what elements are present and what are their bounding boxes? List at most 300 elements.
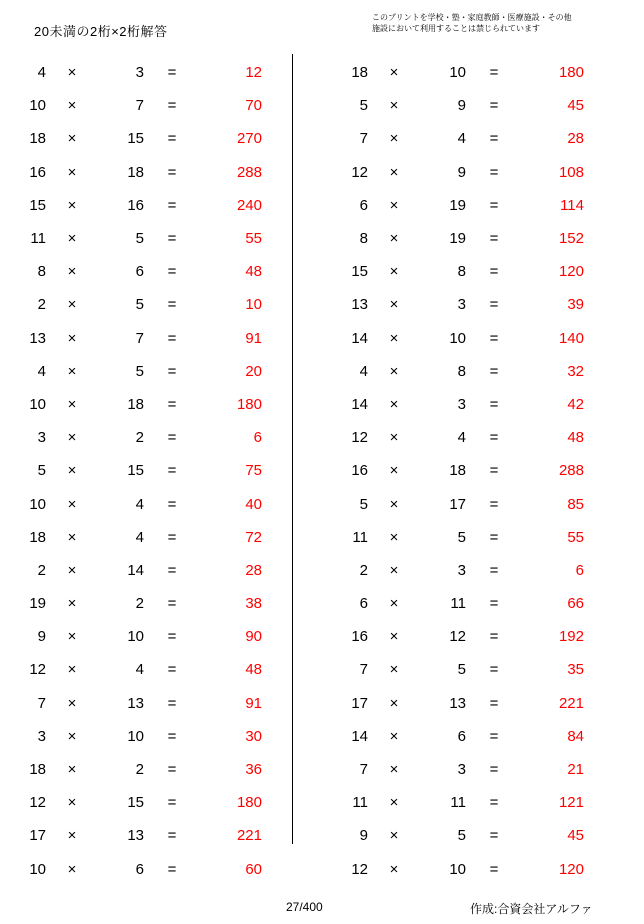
equals-icon: = (489, 263, 499, 281)
answer-value: 140 (558, 329, 584, 347)
operand-a: 18 (351, 64, 368, 82)
equals-icon: = (167, 495, 177, 513)
multiply-icon: × (67, 628, 77, 646)
answer-value: 84 (567, 727, 584, 745)
equals-icon: = (489, 462, 499, 480)
problem-row (322, 122, 614, 155)
equals-icon: = (489, 196, 499, 214)
problem-row (0, 388, 292, 421)
operand-a: 12 (351, 429, 368, 447)
equals-icon: = (167, 794, 177, 812)
problem-row (322, 388, 614, 421)
operand-a: 10 (29, 860, 46, 878)
problem-row (0, 587, 292, 620)
operand-b: 6 (457, 727, 466, 745)
operand-b: 3 (457, 296, 466, 314)
problem-row (322, 786, 614, 819)
operand-b: 4 (135, 661, 144, 679)
operand-a: 4 (37, 362, 46, 380)
operand-a: 17 (29, 827, 46, 845)
problem-row (322, 255, 614, 288)
equals-icon: = (167, 595, 177, 613)
answer-value: 120 (558, 860, 584, 878)
answer-value: 28 (567, 130, 584, 148)
operand-b: 13 (127, 694, 144, 712)
operand-b: 14 (127, 561, 144, 579)
operand-b: 3 (457, 761, 466, 779)
operand-b: 4 (135, 495, 144, 513)
answer-value: 55 (567, 528, 584, 546)
answer-value: 48 (567, 429, 584, 447)
operand-b: 3 (135, 64, 144, 82)
equals-icon: = (489, 64, 499, 82)
multiply-icon: × (67, 163, 77, 181)
operand-b: 2 (135, 429, 144, 447)
problem-row (322, 454, 614, 487)
equals-icon: = (489, 395, 499, 413)
problem-row (322, 653, 614, 686)
operand-b: 11 (450, 595, 466, 613)
multiply-icon: × (67, 230, 77, 248)
usage-notice (372, 13, 622, 35)
equals-icon: = (489, 694, 499, 712)
equals-icon: = (167, 329, 177, 347)
problem-row (322, 853, 614, 886)
operand-a: 10 (29, 395, 46, 413)
answer-value: 30 (245, 727, 262, 745)
multiply-icon: × (67, 595, 77, 613)
operand-a: 7 (359, 761, 368, 779)
multiply-icon: × (67, 661, 77, 679)
operand-a: 10 (29, 495, 46, 513)
operand-b: 10 (127, 727, 144, 745)
multiply-icon: × (389, 64, 399, 82)
problem-row (0, 554, 292, 587)
answer-value: 121 (558, 794, 584, 812)
operand-b: 4 (457, 429, 466, 447)
problem-row (322, 322, 614, 355)
answer-value: 28 (245, 561, 262, 579)
operand-b: 5 (457, 528, 466, 546)
usage-notice-line-2: 施設において利用することは禁じられています (372, 23, 540, 33)
equals-icon: = (489, 528, 499, 546)
operand-a: 17 (351, 694, 368, 712)
multiply-icon: × (67, 462, 77, 480)
multiply-icon: × (67, 263, 77, 281)
answer-value: 48 (245, 661, 262, 679)
equals-icon: = (489, 794, 499, 812)
operand-b: 18 (127, 395, 144, 413)
equals-icon: = (489, 761, 499, 779)
multiply-icon: × (389, 429, 399, 447)
equals-icon: = (167, 628, 177, 646)
operand-b: 6 (135, 860, 144, 878)
operand-a: 5 (359, 495, 368, 513)
problem-row (0, 222, 292, 255)
problem-column-left (0, 56, 292, 886)
equals-icon: = (167, 263, 177, 281)
answer-value: 20 (245, 362, 262, 380)
multiply-icon: × (389, 561, 399, 579)
problem-row (322, 288, 614, 321)
equals-icon: = (489, 595, 499, 613)
equals-icon: = (489, 561, 499, 579)
problem-row (0, 189, 292, 222)
equals-icon: = (167, 362, 177, 380)
problem-row (0, 487, 292, 520)
answer-value: 192 (558, 628, 584, 646)
operand-a: 7 (37, 694, 46, 712)
equals-icon: = (167, 429, 177, 447)
equals-icon: = (167, 528, 177, 546)
problem-row (0, 454, 292, 487)
equals-icon: = (489, 429, 499, 447)
answer-value: 240 (236, 196, 262, 214)
problem-row (322, 720, 614, 753)
operand-a: 16 (351, 628, 368, 646)
operand-a: 15 (351, 263, 368, 281)
operand-a: 15 (29, 196, 46, 214)
operand-b: 8 (457, 263, 466, 281)
answer-value: 12 (245, 64, 262, 82)
operand-a: 11 (352, 528, 368, 546)
equals-icon: = (167, 860, 177, 878)
answer-value: 60 (245, 860, 262, 878)
answer-value: 221 (236, 827, 262, 845)
multiply-icon: × (389, 495, 399, 513)
multiply-icon: × (67, 794, 77, 812)
equals-icon: = (489, 628, 499, 646)
operand-b: 2 (135, 595, 144, 613)
multiply-icon: × (67, 97, 77, 115)
operand-a: 3 (37, 727, 46, 745)
operand-a: 18 (29, 761, 46, 779)
answer-value: 288 (558, 462, 584, 480)
problem-row (322, 687, 614, 720)
multiply-icon: × (67, 727, 77, 745)
operand-a: 8 (359, 230, 368, 248)
operand-b: 8 (457, 362, 466, 380)
operand-b: 10 (449, 860, 466, 878)
operand-b: 15 (127, 130, 144, 148)
answer-value: 45 (567, 97, 584, 115)
equals-icon: = (167, 296, 177, 314)
equals-icon: = (489, 661, 499, 679)
multiply-icon: × (67, 362, 77, 380)
equals-icon: = (489, 727, 499, 745)
multiply-icon: × (67, 860, 77, 878)
problem-row (322, 554, 614, 587)
problem-row (322, 521, 614, 554)
operand-b: 7 (135, 329, 144, 347)
operand-a: 5 (37, 462, 46, 480)
problem-row (322, 487, 614, 520)
problem-row (0, 819, 292, 852)
multiply-icon: × (389, 827, 399, 845)
problem-row (322, 587, 614, 620)
multiply-icon: × (389, 794, 399, 812)
multiply-icon: × (67, 761, 77, 779)
answer-value: 90 (245, 628, 262, 646)
answer-value: 40 (245, 495, 262, 513)
operand-a: 14 (351, 727, 368, 745)
problem-row (322, 753, 614, 786)
operand-b: 9 (457, 97, 466, 115)
answer-value: 6 (253, 429, 262, 447)
problem-row (322, 222, 614, 255)
answer-value: 108 (558, 163, 584, 181)
problem-row (322, 355, 614, 388)
operand-a: 2 (37, 296, 46, 314)
multiply-icon: × (67, 429, 77, 447)
multiply-icon: × (389, 395, 399, 413)
operand-b: 15 (127, 462, 144, 480)
answer-value: 75 (245, 462, 262, 480)
problem-row (322, 620, 614, 653)
equals-icon: = (167, 196, 177, 214)
operand-a: 12 (351, 163, 368, 181)
multiply-icon: × (389, 230, 399, 248)
operand-b: 17 (449, 495, 466, 513)
equals-icon: = (167, 97, 177, 115)
problem-row (322, 421, 614, 454)
operand-b: 4 (457, 130, 466, 148)
operand-b: 18 (449, 462, 466, 480)
multiply-icon: × (389, 761, 399, 779)
problem-row (0, 89, 292, 122)
operand-a: 13 (29, 329, 46, 347)
answer-value: 55 (245, 230, 262, 248)
multiply-icon: × (389, 462, 399, 480)
problem-row (0, 687, 292, 720)
equals-icon: = (489, 495, 499, 513)
operand-a: 16 (351, 462, 368, 480)
equals-icon: = (167, 694, 177, 712)
equals-icon: = (489, 860, 499, 878)
problem-row (0, 786, 292, 819)
operand-b: 16 (127, 196, 144, 214)
problem-row (0, 122, 292, 155)
operand-a: 18 (29, 130, 46, 148)
multiply-icon: × (67, 528, 77, 546)
operand-a: 12 (351, 860, 368, 878)
problem-row (0, 753, 292, 786)
operand-b: 5 (457, 661, 466, 679)
operand-a: 12 (29, 794, 46, 812)
operand-b: 3 (457, 561, 466, 579)
operand-a: 16 (29, 163, 46, 181)
answer-value: 152 (558, 230, 584, 248)
answer-value: 70 (245, 97, 262, 115)
operand-a: 12 (29, 661, 46, 679)
problem-row (0, 56, 292, 89)
operand-a: 6 (359, 595, 368, 613)
operand-b: 18 (127, 163, 144, 181)
answer-value: 72 (245, 528, 262, 546)
equals-icon: = (167, 661, 177, 679)
operand-b: 11 (450, 794, 466, 812)
operand-a: 18 (29, 528, 46, 546)
operand-b: 13 (449, 694, 466, 712)
equals-icon: = (489, 827, 499, 845)
problem-row (0, 521, 292, 554)
page-number: 27/400 (286, 900, 323, 914)
operand-a: 7 (359, 661, 368, 679)
multiply-icon: × (389, 130, 399, 148)
answer-value: 35 (567, 661, 584, 679)
equals-icon: = (167, 827, 177, 845)
operand-a: 9 (359, 827, 368, 845)
operand-a: 14 (351, 329, 368, 347)
problem-column-right (322, 56, 614, 886)
answer-value: 42 (567, 395, 584, 413)
operand-b: 15 (127, 794, 144, 812)
problem-row (322, 56, 614, 89)
multiply-icon: × (67, 694, 77, 712)
problem-columns (0, 56, 644, 886)
equals-icon: = (167, 727, 177, 745)
multiply-icon: × (389, 727, 399, 745)
problem-row (322, 156, 614, 189)
equals-icon: = (489, 296, 499, 314)
multiply-icon: × (389, 163, 399, 181)
multiply-icon: × (389, 528, 399, 546)
multiply-icon: × (389, 263, 399, 281)
equals-icon: = (489, 329, 499, 347)
operand-a: 3 (37, 429, 46, 447)
operand-a: 11 (30, 230, 46, 248)
answer-value: 21 (567, 761, 584, 779)
equals-icon: = (167, 64, 177, 82)
problem-row (322, 89, 614, 122)
problem-row (0, 156, 292, 189)
answer-value: 288 (236, 163, 262, 181)
page-title: 20未満の2桁×2桁解答 (34, 24, 168, 39)
multiply-icon: × (67, 130, 77, 148)
answer-value: 32 (567, 362, 584, 380)
problem-row (322, 819, 614, 852)
operand-a: 8 (37, 263, 46, 281)
answer-value: 48 (245, 263, 262, 281)
operand-a: 13 (351, 296, 368, 314)
operand-b: 5 (457, 827, 466, 845)
operand-a: 5 (359, 97, 368, 115)
operand-b: 10 (449, 329, 466, 347)
operand-b: 5 (135, 296, 144, 314)
equals-icon: = (167, 395, 177, 413)
answer-value: 36 (245, 761, 262, 779)
problem-row (0, 720, 292, 753)
multiply-icon: × (67, 395, 77, 413)
answer-value: 6 (575, 561, 584, 579)
problem-row (0, 421, 292, 454)
multiply-icon: × (389, 97, 399, 115)
operand-b: 4 (135, 528, 144, 546)
operand-a: 9 (37, 628, 46, 646)
equals-icon: = (167, 163, 177, 181)
multiply-icon: × (389, 694, 399, 712)
operand-b: 19 (449, 196, 466, 214)
equals-icon: = (489, 97, 499, 115)
operand-a: 2 (359, 561, 368, 579)
answer-value: 180 (236, 794, 262, 812)
answer-value: 221 (558, 694, 584, 712)
operand-b: 3 (457, 395, 466, 413)
operand-b: 10 (449, 64, 466, 82)
operand-a: 14 (351, 395, 368, 413)
multiply-icon: × (389, 860, 399, 878)
operand-b: 12 (449, 628, 466, 646)
answer-value: 45 (567, 827, 584, 845)
operand-b: 7 (135, 97, 144, 115)
multiply-icon: × (389, 329, 399, 347)
equals-icon: = (167, 130, 177, 148)
multiply-icon: × (389, 296, 399, 314)
operand-a: 2 (37, 561, 46, 579)
multiply-icon: × (389, 661, 399, 679)
operand-a: 19 (29, 595, 46, 613)
answer-value: 10 (245, 296, 262, 314)
equals-icon: = (167, 761, 177, 779)
operand-a: 4 (359, 362, 368, 380)
answer-value: 120 (558, 263, 584, 281)
equals-icon: = (489, 362, 499, 380)
operand-b: 13 (127, 827, 144, 845)
multiply-icon: × (67, 561, 77, 579)
multiply-icon: × (67, 64, 77, 82)
operand-b: 5 (135, 362, 144, 380)
equals-icon: = (167, 462, 177, 480)
equals-icon: = (167, 230, 177, 248)
equals-icon: = (489, 230, 499, 248)
operand-b: 2 (135, 761, 144, 779)
usage-notice-line-1: このプリントを学校・塾・家庭教師・医療施設・その他 (372, 13, 572, 22)
problem-row (0, 620, 292, 653)
operand-a: 6 (359, 196, 368, 214)
multiply-icon: × (389, 362, 399, 380)
multiply-icon: × (389, 595, 399, 613)
problem-row (0, 288, 292, 321)
operand-a: 7 (359, 130, 368, 148)
answer-value: 270 (236, 130, 262, 148)
multiply-icon: × (67, 296, 77, 314)
operand-b: 6 (135, 263, 144, 281)
answer-value: 180 (558, 64, 584, 82)
problem-row (0, 322, 292, 355)
multiply-icon: × (389, 628, 399, 646)
equals-icon: = (489, 163, 499, 181)
problem-row (0, 653, 292, 686)
answer-value: 39 (567, 296, 584, 314)
answer-value: 38 (245, 595, 262, 613)
problem-row (322, 189, 614, 222)
multiply-icon: × (67, 827, 77, 845)
credit-text: 作成:合資会社アルファ (470, 902, 593, 916)
operand-a: 10 (29, 97, 46, 115)
problem-row (0, 355, 292, 388)
operand-b: 19 (449, 230, 466, 248)
answer-value: 91 (245, 694, 262, 712)
answer-value: 114 (560, 196, 584, 214)
problem-row (0, 853, 292, 886)
answer-value: 180 (236, 395, 262, 413)
operand-b: 9 (457, 163, 466, 181)
equals-icon: = (167, 561, 177, 579)
operand-b: 10 (127, 628, 144, 646)
operand-a: 4 (37, 64, 46, 82)
equals-icon: = (489, 130, 499, 148)
operand-b: 5 (135, 230, 144, 248)
